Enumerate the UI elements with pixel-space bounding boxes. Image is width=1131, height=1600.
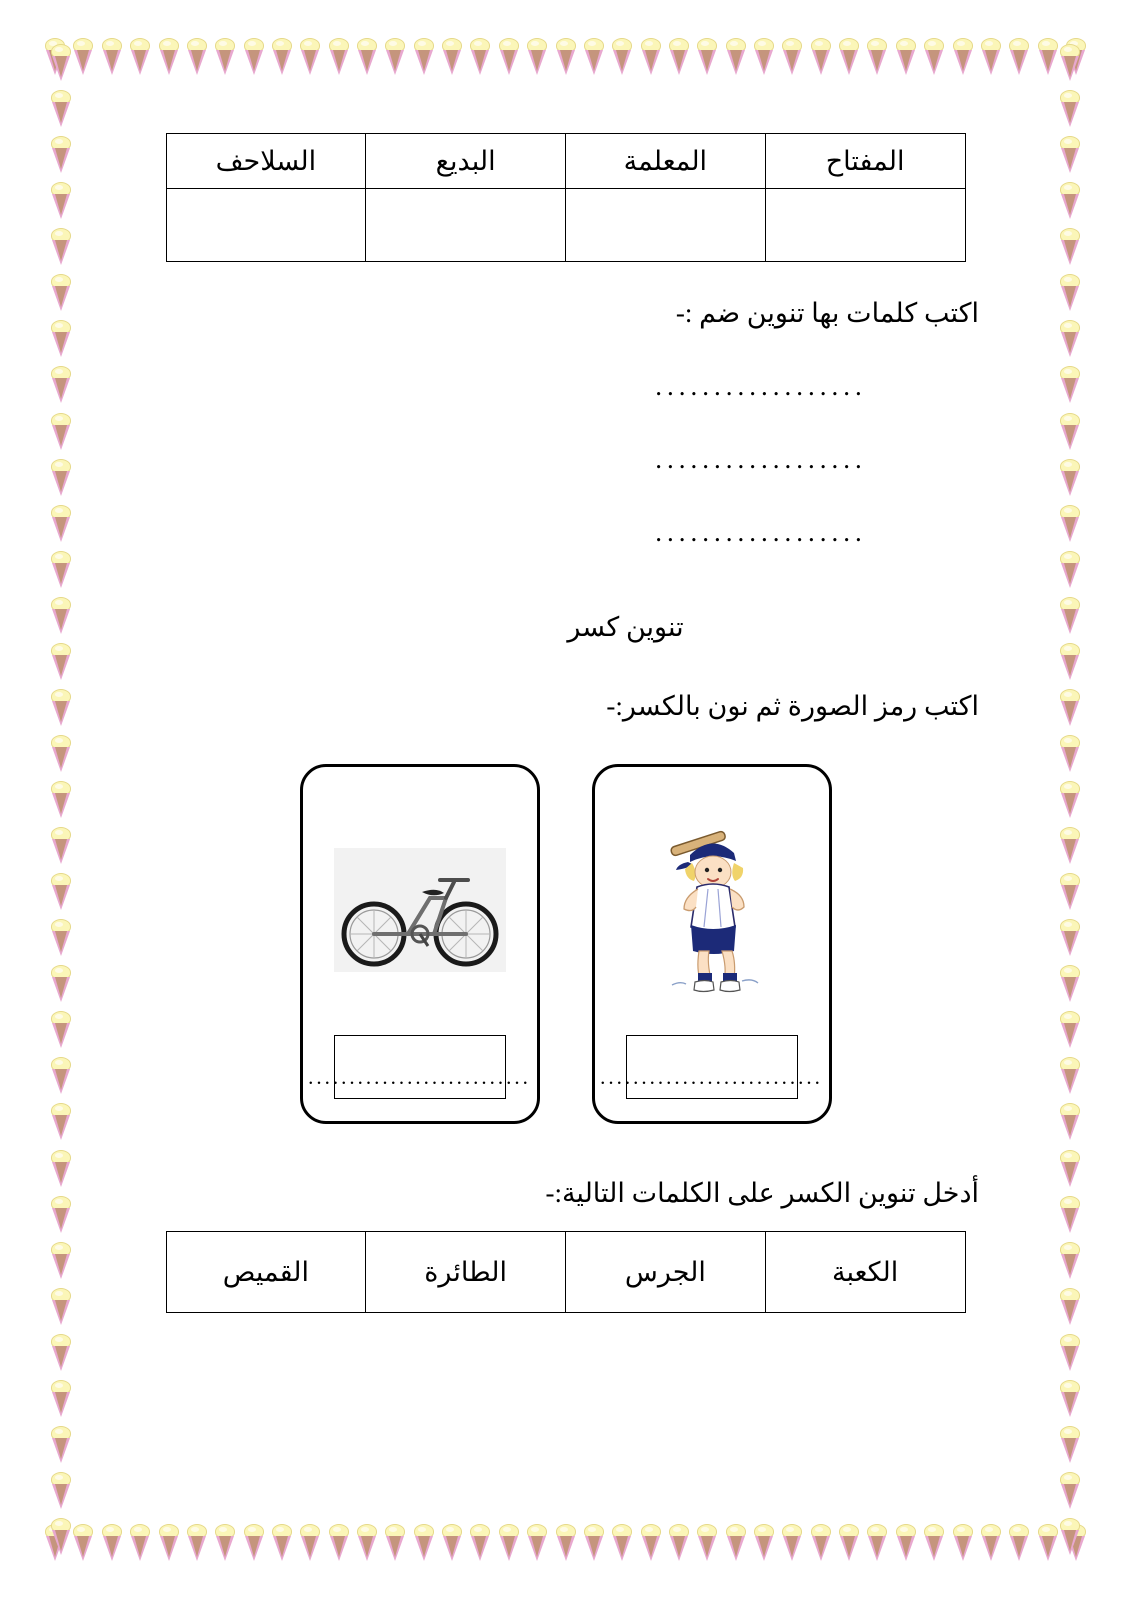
ice-cream-cone-icon — [583, 1524, 605, 1562]
word-table-top — [166, 133, 966, 262]
ice-cream-cone-icon — [526, 38, 548, 76]
ice-cream-cone-icon — [44, 1524, 66, 1562]
ice-cream-cone-icon — [50, 136, 72, 174]
ice-cream-cone-icon — [72, 1524, 94, 1562]
ice-cream-cone-icon — [50, 1196, 72, 1234]
ice-cream-cone-icon — [1059, 919, 1081, 957]
ice-cream-cone-icon — [50, 1334, 72, 1372]
ice-cream-cone-icon — [1059, 965, 1081, 1003]
table-row — [166, 134, 965, 189]
table-row-answer — [166, 189, 965, 262]
table-cell-word: القميص — [166, 1232, 366, 1313]
top-table-wrapper — [110, 133, 1021, 262]
ice-cream-cone-icon — [441, 38, 463, 76]
ice-cream-cone-icon — [1059, 44, 1081, 82]
ice-cream-cone-icon — [50, 919, 72, 957]
ice-cream-cone-icon — [725, 1524, 747, 1562]
table-cell-word: الطائرة — [366, 1232, 566, 1313]
ice-cream-cone-icon — [1059, 689, 1081, 727]
ice-cream-cone-icon — [129, 1524, 151, 1562]
ice-cream-cone-icon — [498, 1524, 520, 1562]
ice-cream-cone-icon — [50, 965, 72, 1003]
card-baseball — [592, 764, 832, 1124]
ice-cream-cone-icon — [498, 38, 520, 76]
ice-cream-cone-icon — [50, 413, 72, 451]
ice-cream-cone-icon — [668, 1524, 690, 1562]
decorative-border-right — [1049, 44, 1091, 1556]
ice-cream-cone-icon — [50, 1472, 72, 1510]
ice-cream-cone-icon — [810, 38, 832, 76]
table-cell-word: البديع — [366, 134, 566, 189]
ice-cream-cone-icon — [1059, 366, 1081, 404]
ice-cream-cone-icon — [328, 1524, 350, 1562]
ice-cream-cone-icon — [50, 90, 72, 128]
ice-cream-cone-icon — [44, 38, 66, 76]
answer-box-baseball[interactable] — [600, 1035, 823, 1099]
picture-cards — [110, 764, 1021, 1124]
ice-cream-cone-icon — [1059, 182, 1081, 220]
ice-cream-cone-icon — [101, 1524, 123, 1562]
bottom-table-wrapper — [110, 1231, 1021, 1313]
ice-cream-cone-icon — [696, 1524, 718, 1562]
ice-cream-cone-icon — [980, 1524, 1002, 1562]
ice-cream-cone-icon — [640, 38, 662, 76]
ice-cream-cone-icon — [1037, 1524, 1059, 1562]
ice-cream-cone-icon — [469, 38, 491, 76]
ice-cream-cone-icon — [50, 781, 72, 819]
ice-cream-cone-icon — [1059, 1057, 1081, 1095]
ice-cream-cone-icon — [1059, 1011, 1081, 1049]
ice-cream-cone-icon — [214, 38, 236, 76]
ice-cream-cone-icon — [555, 38, 577, 76]
ice-cream-cone-icon — [696, 38, 718, 76]
instruction-kasr-words: أدخل تنوين الكسر على الكلمات التالية:- — [545, 1178, 979, 1208]
ice-cream-cone-icon — [583, 38, 605, 76]
instruction-damm: اكتب كلمات بها تنوين ضم :- — [675, 298, 979, 328]
ice-cream-cone-icon — [1059, 1518, 1081, 1556]
ice-cream-cone-icon — [866, 1524, 888, 1562]
ice-cream-cone-icon — [781, 1524, 803, 1562]
ice-cream-cone-icon — [1059, 1103, 1081, 1141]
ice-cream-cone-icon — [243, 1524, 265, 1562]
card-bicycle — [300, 764, 540, 1124]
ice-cream-cone-icon — [384, 38, 406, 76]
ice-cream-cone-icon — [1059, 873, 1081, 911]
ice-cream-cone-icon — [1059, 505, 1081, 543]
ice-cream-cone-icon — [271, 1524, 293, 1562]
ice-cream-cone-icon — [526, 1524, 548, 1562]
ice-cream-cone-icon — [441, 1524, 463, 1562]
ice-cream-cone-icon — [895, 38, 917, 76]
ice-cream-cone-icon — [1059, 413, 1081, 451]
answer-dots: ........................... — [308, 1065, 531, 1089]
ice-cream-cone-icon — [753, 1524, 775, 1562]
table-cell-word: السلاحف — [166, 134, 366, 189]
ice-cream-cone-icon — [186, 38, 208, 76]
answer-dots: ........................... — [600, 1065, 823, 1089]
dotted-line-2[interactable]: .................. — [655, 444, 867, 474]
ice-cream-cone-icon — [1059, 1242, 1081, 1280]
ice-cream-cone-icon — [1059, 274, 1081, 312]
ice-cream-cone-icon — [101, 38, 123, 76]
ice-cream-cone-icon — [923, 1524, 945, 1562]
decorative-border-top — [44, 36, 1087, 78]
ice-cream-cone-icon — [356, 38, 378, 76]
ice-cream-cone-icon — [50, 1011, 72, 1049]
ice-cream-cone-icon — [299, 38, 321, 76]
bicycle-image — [303, 785, 537, 1035]
ice-cream-cone-icon — [1059, 551, 1081, 589]
ice-cream-cone-icon — [1008, 1524, 1030, 1562]
ice-cream-cone-icon — [214, 1524, 236, 1562]
ice-cream-cone-icon — [328, 38, 350, 76]
ice-cream-cone-icon — [50, 44, 72, 82]
ice-cream-cone-icon — [50, 274, 72, 312]
ice-cream-cone-icon — [1059, 1150, 1081, 1188]
ice-cream-cone-icon — [1008, 38, 1030, 76]
ice-cream-cone-icon — [50, 827, 72, 865]
ice-cream-cone-icon — [50, 1288, 72, 1326]
ice-cream-cone-icon — [1065, 38, 1087, 76]
ice-cream-cone-icon — [50, 1518, 72, 1556]
ice-cream-cone-icon — [50, 1057, 72, 1095]
ice-cream-cone-icon — [129, 38, 151, 76]
ice-cream-cone-icon — [50, 551, 72, 589]
ice-cream-cone-icon — [781, 38, 803, 76]
ice-cream-cone-icon — [753, 38, 775, 76]
baseball-player-image — [595, 785, 829, 1035]
decorative-border-bottom — [44, 1522, 1087, 1564]
ice-cream-cone-icon — [1059, 90, 1081, 128]
ice-cream-cone-icon — [838, 38, 860, 76]
ice-cream-cone-icon — [1059, 781, 1081, 819]
instruction-picture: اكتب رمز الصورة ثم نون بالكسر:- — [606, 691, 979, 721]
table-cell-answer[interactable] — [366, 189, 566, 262]
table-cell-word: المعلمة — [566, 134, 766, 189]
ice-cream-cone-icon — [50, 597, 72, 635]
ice-cream-cone-icon — [50, 643, 72, 681]
ice-cream-cone-icon — [413, 38, 435, 76]
ice-cream-cone-icon — [50, 735, 72, 773]
ice-cream-cone-icon — [866, 38, 888, 76]
ice-cream-cone-icon — [413, 1524, 435, 1562]
ice-cream-cone-icon — [469, 1524, 491, 1562]
ice-cream-cone-icon — [50, 873, 72, 911]
ice-cream-cone-icon — [72, 38, 94, 76]
ice-cream-cone-icon — [50, 1380, 72, 1418]
ice-cream-cone-icon — [50, 366, 72, 404]
ice-cream-cone-icon — [952, 1524, 974, 1562]
ice-cream-cone-icon — [158, 38, 180, 76]
ice-cream-cone-icon — [1059, 1426, 1081, 1464]
word-table-bottom — [166, 1231, 966, 1313]
ice-cream-cone-icon — [952, 38, 974, 76]
ice-cream-cone-icon — [980, 38, 1002, 76]
ice-cream-cone-icon — [611, 1524, 633, 1562]
dotted-line-3[interactable]: .................. — [655, 517, 867, 547]
table-row — [166, 1232, 965, 1313]
ice-cream-cone-icon — [611, 38, 633, 76]
ice-cream-cone-icon — [50, 182, 72, 220]
ice-cream-cone-icon — [186, 1524, 208, 1562]
ice-cream-cone-icon — [158, 1524, 180, 1562]
ice-cream-cone-icon — [923, 38, 945, 76]
decorative-border-left — [40, 44, 82, 1556]
ice-cream-cone-icon — [271, 38, 293, 76]
ice-cream-cone-icon — [1059, 1380, 1081, 1418]
ice-cream-cone-icon — [1065, 1524, 1087, 1562]
section-title-kasr: تنوين كسر — [567, 612, 684, 642]
ice-cream-cone-icon — [50, 1103, 72, 1141]
ice-cream-cone-icon — [50, 1150, 72, 1188]
ice-cream-cone-icon — [838, 1524, 860, 1562]
ice-cream-cone-icon — [1059, 1288, 1081, 1326]
ice-cream-cone-icon — [1059, 827, 1081, 865]
dotted-line-1[interactable]: .................. — [655, 371, 867, 401]
ice-cream-cone-icon — [50, 505, 72, 543]
ice-cream-cone-icon — [640, 1524, 662, 1562]
table-cell-word: الكعبة — [765, 1232, 965, 1313]
table-cell-answer[interactable] — [566, 189, 766, 262]
ice-cream-cone-icon — [50, 1426, 72, 1464]
ice-cream-cone-icon — [1059, 228, 1081, 266]
answer-box-bicycle[interactable] — [308, 1035, 531, 1099]
ice-cream-cone-icon — [1059, 459, 1081, 497]
ice-cream-cone-icon — [1059, 1196, 1081, 1234]
ice-cream-cone-icon — [356, 1524, 378, 1562]
ice-cream-cone-icon — [50, 228, 72, 266]
ice-cream-cone-icon — [50, 1242, 72, 1280]
ice-cream-cone-icon — [1059, 1472, 1081, 1510]
ice-cream-cone-icon — [50, 459, 72, 497]
ice-cream-cone-icon — [555, 1524, 577, 1562]
ice-cream-cone-icon — [1037, 38, 1059, 76]
ice-cream-cone-icon — [725, 38, 747, 76]
ice-cream-cone-icon — [1059, 136, 1081, 174]
ice-cream-cone-icon — [1059, 1334, 1081, 1372]
ice-cream-cone-icon — [668, 38, 690, 76]
ice-cream-cone-icon — [299, 1524, 321, 1562]
ice-cream-cone-icon — [243, 38, 265, 76]
ice-cream-cone-icon — [1059, 735, 1081, 773]
ice-cream-cone-icon — [810, 1524, 832, 1562]
ice-cream-cone-icon — [50, 320, 72, 358]
ice-cream-cone-icon — [1059, 643, 1081, 681]
ice-cream-cone-icon — [1059, 320, 1081, 358]
table-cell-answer[interactable] — [166, 189, 366, 262]
ice-cream-cone-icon — [384, 1524, 406, 1562]
table-cell-word: الجرس — [566, 1232, 766, 1313]
ice-cream-cone-icon — [50, 689, 72, 727]
table-cell-word: المفتاح — [765, 134, 965, 189]
ice-cream-cone-icon — [895, 1524, 917, 1562]
table-cell-answer[interactable] — [765, 189, 965, 262]
worksheet-content — [110, 100, 1021, 1500]
